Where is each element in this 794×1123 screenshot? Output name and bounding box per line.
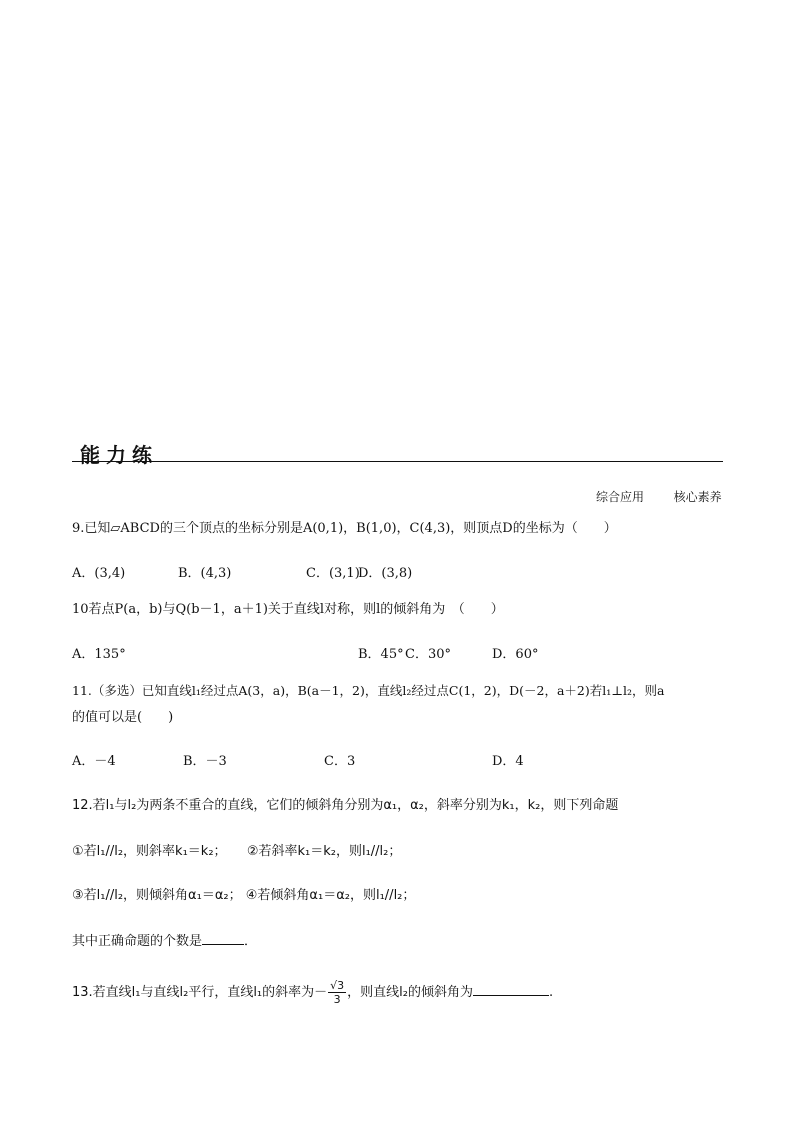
question-11-option-c: C．3 [324, 754, 356, 769]
question-9-stem: 9.已知▱ABCD的三个顶点的坐标分别是A(0,1)，B(1,0)，C(4,3)，则顶点D的坐标为（ ） [72, 521, 617, 536]
question-13-text-before: 13.若直线l₁与直线l₂平行，直线l₁的斜率为－ [72, 985, 328, 1000]
question-10-stem: 10若点P(a，b)与Q(b－1，a＋1)关于直线l对称，则l的倾斜角为 （ ） [72, 602, 504, 617]
question-13-text-after: ，则直线l₂的倾斜角为 [347, 985, 473, 1000]
tag-core-literacy: 核心素养 [673, 490, 722, 504]
section-tags [596, 488, 722, 505]
question-13-end: . [549, 985, 554, 1000]
question-9-option-c: C．(3,1) [306, 566, 360, 581]
question-12-statements-row1 [72, 843, 401, 861]
question-12-statement-4: ④若倾斜角α₁＝α₂，则l₁//l₂； [245, 888, 416, 903]
question-12-statements-row2 [72, 887, 415, 905]
question-11-option-a: A．－4 [72, 754, 116, 769]
question-11-stem-line1: 11.（多选）已知直线l₁经过点A(3，a)，B(a－1，2)，直线l₂经过点C(1，2)，D(－2，a＋2)若l₁⊥l₂，则a [72, 683, 665, 698]
question-11-stem-line2: 的值可以是( ) [72, 710, 174, 725]
question-12-statement-2: ②若斜率k₁＝k₂，则l₁//l₂； [246, 844, 402, 859]
question-10-option-d: D．60° [492, 647, 539, 662]
question-13-fraction [328, 979, 346, 1006]
question-12-statement-3: ③若l₁//l₂，则倾斜角α₁＝α₂； [72, 888, 242, 903]
fraction-numerator: √3 [330, 979, 345, 992]
question-12-statement-1: ①若l₁//l₂，则斜率k₁＝k₂； [72, 844, 227, 859]
question-12-answer-blank [202, 932, 244, 945]
question-11-option-d: D．4 [492, 754, 524, 769]
question-12-prompt-text: 其中正确命题的个数是 [72, 934, 203, 949]
question-10-option-a: A．135° [72, 647, 126, 662]
section-divider [72, 461, 723, 462]
tag-comprehensive-application: 综合应用 [596, 490, 645, 504]
question-13-answer-blank [473, 983, 549, 996]
question-10-option-c: C．30° [405, 647, 451, 662]
question-9-option-d: D．(3,8) [358, 566, 413, 581]
question-10-option-b: B．45° [358, 647, 404, 662]
question-9-option-a: A．(3,4) [72, 566, 126, 581]
section-title: 能力练 [80, 443, 158, 467]
question-9-option-b: B．(4,3) [178, 566, 232, 581]
question-12-prompt [72, 932, 257, 951]
fraction-denominator: 3 [333, 993, 341, 1006]
question-12-stem: 12.若l₁与l₂为两条不重合的直线，它们的倾斜角分别为α₁，α₂，斜率分别为k₁，k₂，则下列命题 [72, 798, 619, 813]
question-11-option-b: B．－3 [183, 754, 227, 769]
question-12-prompt-end: ． [244, 934, 258, 949]
question-13-line [72, 978, 553, 1008]
